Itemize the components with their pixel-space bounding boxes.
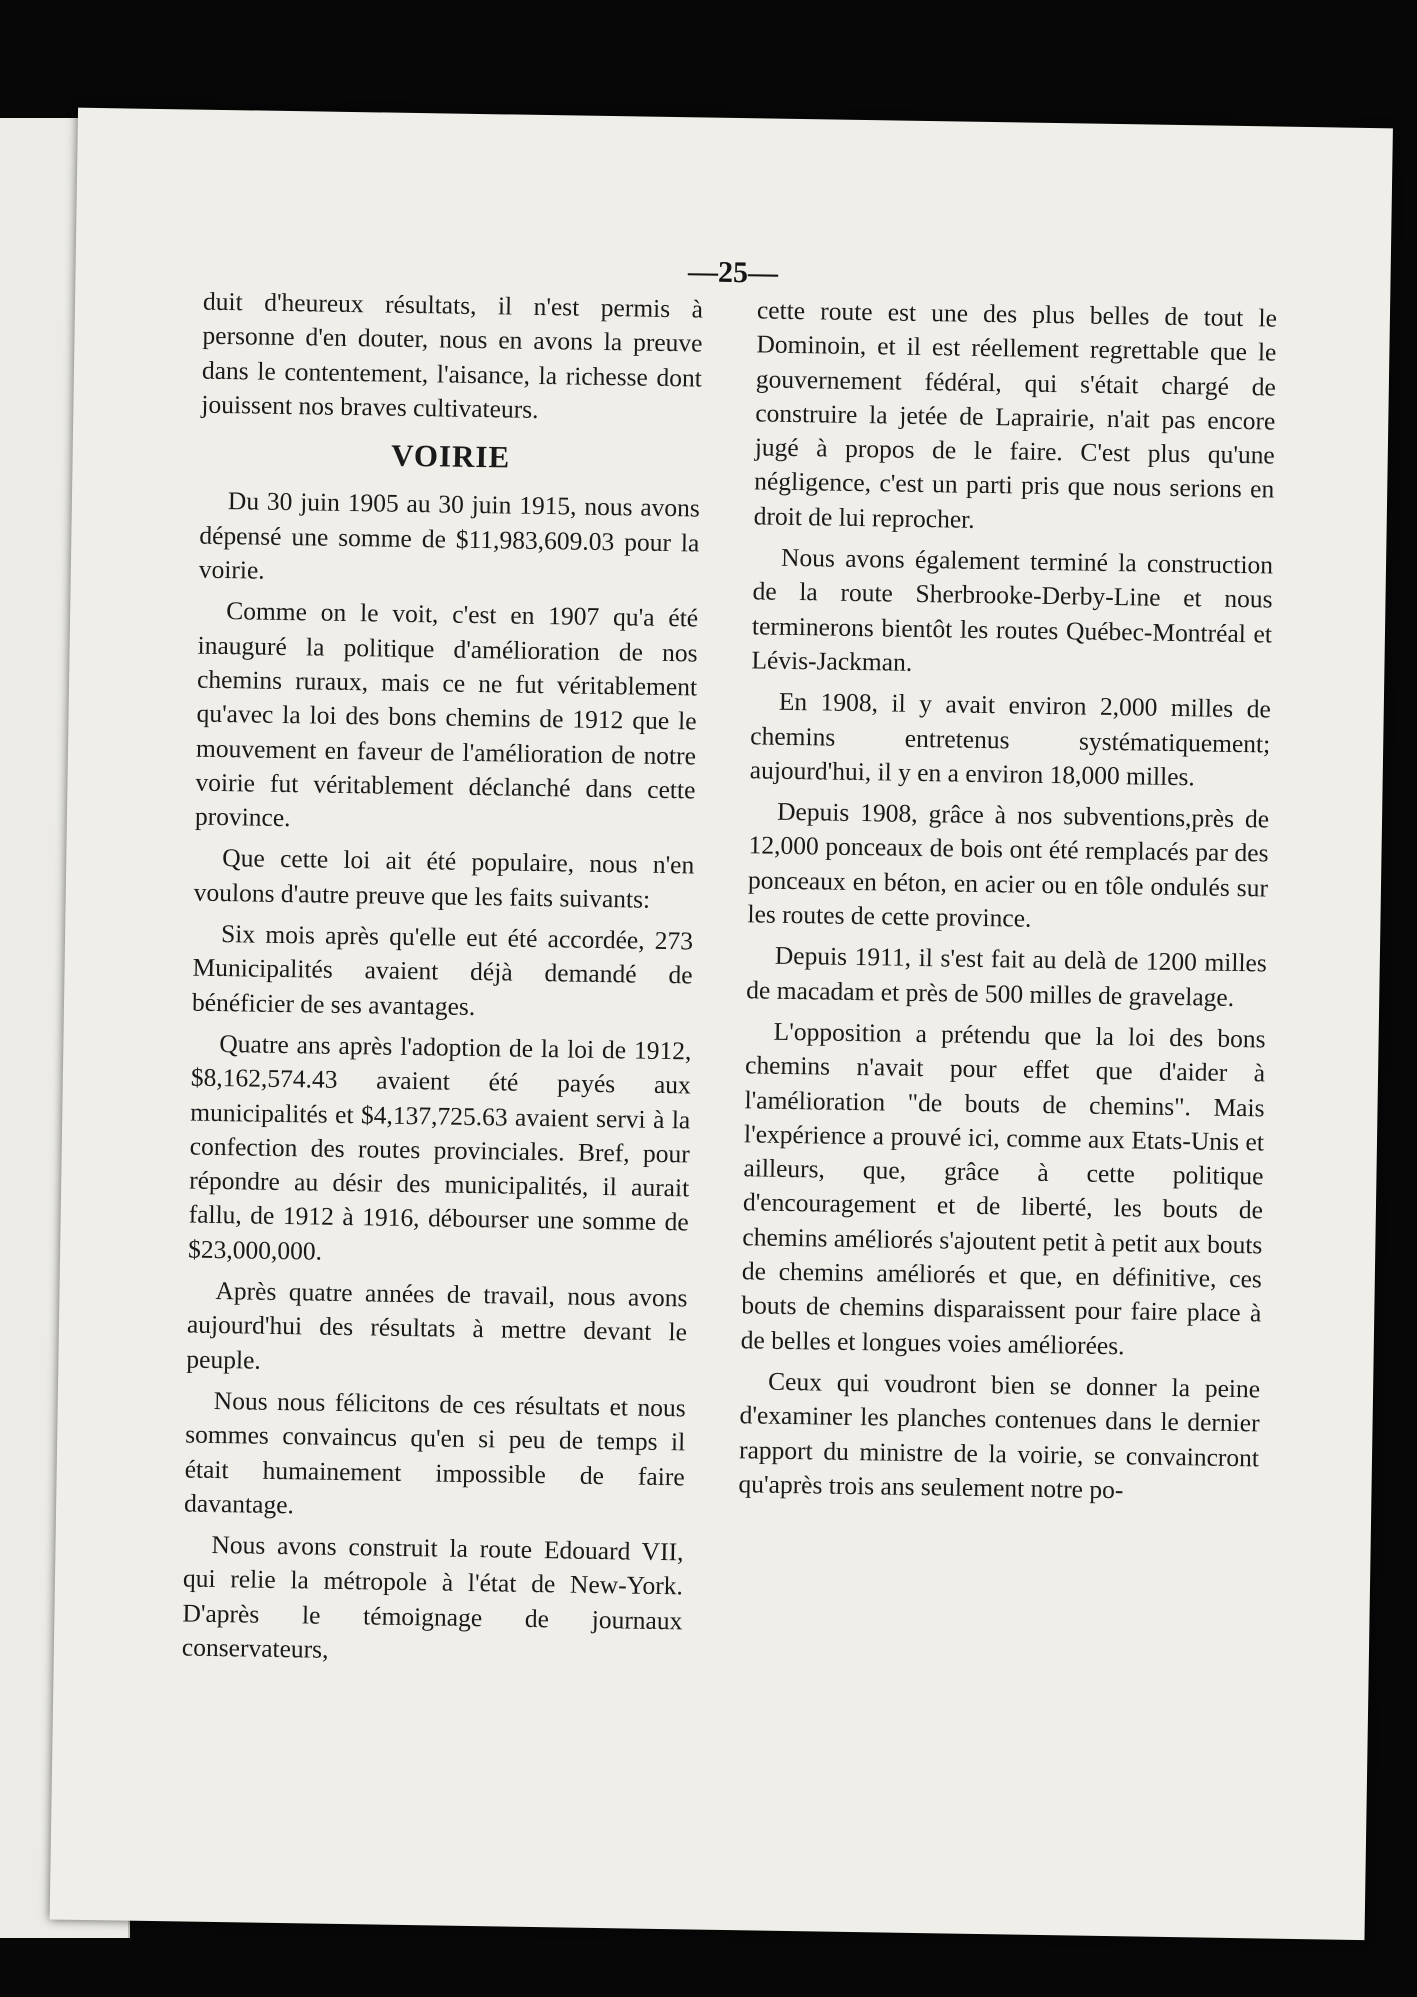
section-heading: VOIRIE [390, 437, 511, 475]
paragraph: Du 30 juin 1905 au 30 juin 1915, nous avons dépensé une somme de $11,983,609.03 pour la voirie. [198, 486, 701, 585]
paragraph: Nous avons construit la route Edouard VII, qui relie la métropole à l'état de New-York. D'après le témoignage de journaux conservateurs, [181, 1530, 684, 1664]
paragraph: Après quatre années de travail, nous avons aujourd'hui des résultats à mettre devant le peuple. [186, 1275, 688, 1375]
paragraph: Six mois après qu'elle eut été accordée, 273 Municipalités avaient déjà demandé de bénéficier de ses avantages. [191, 919, 694, 1021]
paragraph: Ceux qui voudront bien se donner la peine d'examiner les planches contenues dans le dernier rapport du ministre de la voirie, se convaincront qu'après trois ans seulement notre po- [738, 1366, 1261, 1505]
paragraph: Depuis 1908, grâce à nos subventions,près de 12,000 ponceaux de bois ont été remplacés par des ponceaux en béton, en acier ou en tôle ondulés sur les routes de cette province. [747, 796, 1270, 933]
paragraph: Nous nous félicitons de ces résultats et nous sommes convaincus qu'en si peu de temps il était humainement impossible de faire davantage. [183, 1385, 686, 1520]
book-page [50, 108, 1393, 1940]
paragraph: L'opposition a prétendu que la loi des bons chemins n'avait pour effet que d'aider à l'amélioration "de bouts de chemins". Mais l'expérience a prouvé ici, comme aux Etats-Unis et ailleurs, que, grâce à cette politique d'encouragement et de liberté, les bouts de chemins améliorés s'ajoutent petit à petit aux bouts de chemins améliorés et que, en définitive, ces bouts de chemins disparaissent pour faire place à de belles et longues voies améliorées. [740, 1016, 1266, 1360]
paragraph: Comme on le voit, c'est en 1907 qu'a été inauguré la politique d'amélioration de nos chemins ruraux, mais ce ne fut véritablement qu'avec la loi des bons chemins de 1912 que le mouvement en faveur de l'amélioration de notre voirie fut véritablement déclanché dans cette province. [194, 596, 699, 833]
paragraph: cette route est une des plus belles de tout le Dominoin, et il est réellement regrettable que le gouvernement fédéral, qui s'était chargé de construire la jetée de Laprairie, n'ait pas encore jugé à propos de le faire. C'est plus qu'une négligence, c'est un parti pris que nous serions en droit de lui reprocher. [753, 295, 1278, 534]
paragraph: Quatre ans après l'adoption de la loi de 1912, $8,162,574.43 avaient été payés aux municipalités et $4,137,725.63 avaient servi à la confection des routes provinciales. Bref, pour répondre au désir des municipalités, il aurait fallu, de 1912 à 1916, débourser une somme de $23,000,000. [187, 1028, 692, 1266]
paragraph: En 1908, il y avait environ 2,000 milles de chemins entretenus systématiquement; aujourd'hui, il y en a environ 18,000 milles. [749, 687, 1272, 792]
paragraph: Depuis 1911, il s'est fait au delà de 1200 milles de macadam et près de 500 milles de gravelage. [746, 941, 1268, 1012]
paragraph: Que cette loi ait été populaire, nous n'en voulons d'autre preuve que les faits suivants: [193, 843, 695, 914]
paragraph: duit d'heureux résultats, il n'est permis à personne d'en douter, nous en avons la preuve dans le contentement, l'aisance, la richesse dont jouissent nos braves cultivateurs. [201, 286, 704, 424]
left-column [182, 285, 704, 1680]
paragraph: Nous avons également terminé la construction de la route Sherbrooke-Derby-Line et nous terminerons bientôt les routes Québec-Montréal et Lévis-Jackman. [751, 542, 1274, 677]
right-column [738, 293, 1277, 1516]
page-number: —25— [687, 255, 779, 290]
